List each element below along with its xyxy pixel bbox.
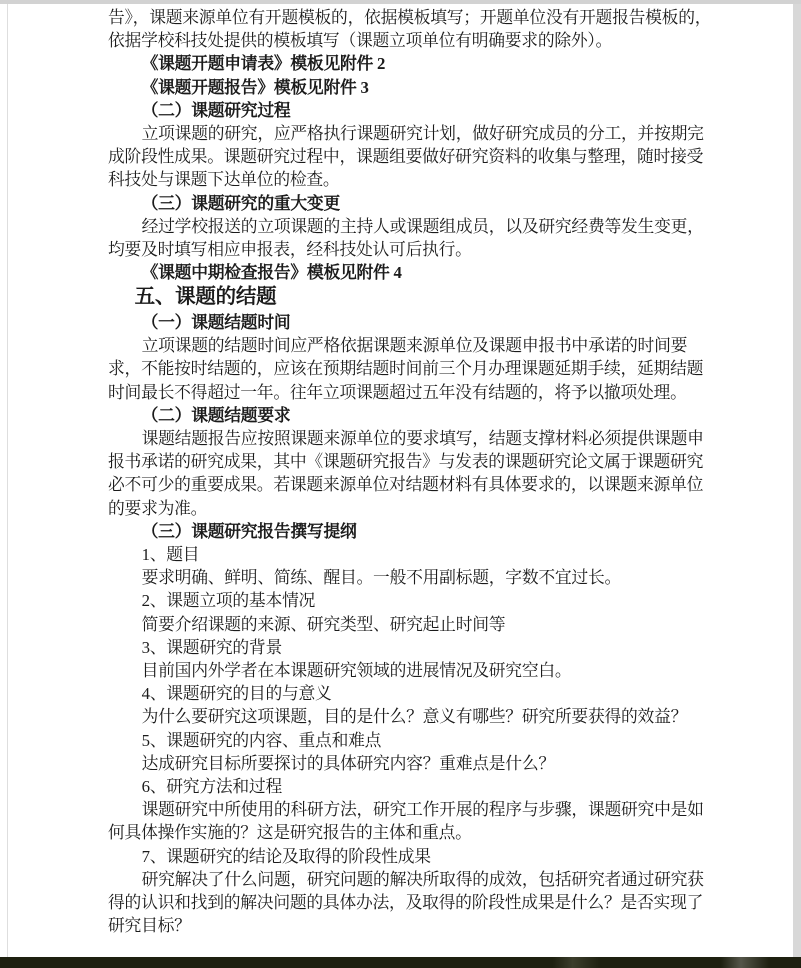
- text-line: 达成研究目标所要探讨的具体研究内容？重难点是什么？: [141, 753, 555, 773]
- photo-edge-top: [0, 0, 801, 4]
- text-line: 的要求为准。: [108, 498, 208, 518]
- text-line: （二）课题结题要求: [141, 405, 291, 425]
- text-line: 告》，课题来源单位有开题模板的，依据模板填写；开题单位没有开题报告模板的，: [108, 8, 712, 27]
- text-line: 1、题目: [141, 544, 200, 564]
- text-line: 科技处与课题下达单位的检查。: [108, 170, 340, 190]
- text-line: 必不可少的重要成果。若课题来源单位对结题材料有具体要求的，以课题来源单位: [108, 475, 704, 495]
- text-line: （二）课题研究过程: [141, 100, 291, 120]
- text-line: 均要及时填写相应申报表，经科技处认可后执行。: [108, 240, 472, 260]
- text-line: 《课题开题申请表》模板见附件 2: [141, 54, 386, 74]
- text-line: （一）课题结题时间: [141, 312, 291, 332]
- text-line: 研究目标？: [108, 916, 191, 936]
- text-line: （三）课题研究的重大变更: [141, 193, 340, 213]
- text-line: 《课题中期检查报告》模板见附件 4: [141, 263, 402, 283]
- text-line: 经过学校报送的立项课题的主持人或课题组成员，以及研究经费等发生变更，: [141, 216, 704, 236]
- document-text: [108, 6, 733, 937]
- photo-edge-right: [793, 4, 801, 958]
- text-line: 成阶段性成果。课题研究过程中，课题组要做好研究资料的收集与整理，随时接受: [108, 147, 704, 167]
- text-line: 研究解决了什么问题，研究问题的解决所取得的成效，包括研究者通过研究获: [141, 869, 704, 889]
- text-line: 时间最长不得超过一年。往年立项课题超过五年没有结题的，将予以撤项处理。: [108, 382, 687, 402]
- text-line: 3、课题研究的背景: [141, 637, 282, 657]
- text-line: 要求明确、鲜明、简练、醒目。一般不用副标题，字数不宜过长。: [141, 568, 622, 588]
- text-line: 课题结题报告应按照课题来源单位的要求填写，结题支撑材料必须提供课题申: [141, 428, 704, 448]
- text-line: 求，不能按时结题的，应该在预期结题时间前三个月办理课题延期手续，延期结题: [108, 359, 704, 379]
- text-line: 《课题开题报告》模板见附件 3: [141, 77, 369, 97]
- text-line: 得的认识和找到的解决问题的具体办法，及取得的阶段性成果是什么？是否实现了: [108, 893, 704, 913]
- text-line: 2、课题立项的基本情况: [141, 591, 316, 611]
- text-line: 报书承诺的研究成果，其中《课题研究报告》与发表的课题研究论文属于课题研究: [108, 452, 704, 472]
- text-line: 依据学校科技处提供的模板填写（课题立项单位有明确要求的除外）。: [108, 31, 613, 51]
- text-line: 何具体操作实施的？这是研究报告的主体和重点。: [108, 823, 472, 843]
- text-line: 立项课题的结题时间应严格依据课题来源单位及课题申报书中承诺的时间要: [141, 336, 688, 356]
- text-line: 6、研究方法和过程: [141, 777, 282, 796]
- photo-edge-bottom: [0, 957, 801, 968]
- text-line: 为什么要研究这项课题，目的是什么？意义有哪些？研究所要获得的效益？: [141, 707, 688, 727]
- text-line: 目前国内外学者在本课题研究领域的进展情况及研究空白。: [141, 660, 572, 680]
- text-line: 5、课题研究的内容、重点和难点: [141, 730, 382, 750]
- text-line: （三）课题研究报告撰写提纲: [141, 521, 357, 541]
- text-line: 4、课题研究的目的与意义: [141, 684, 332, 704]
- text-line: 五、课题的结题: [134, 286, 277, 309]
- photo-edge-left: [7, 4, 8, 958]
- text-line: 课题研究中所使用的科研方法，研究工作开展的程序与步骤，课题研究中是如: [141, 800, 704, 820]
- text-line: 7、课题研究的结论及取得的阶段性成果: [141, 846, 431, 866]
- text-line: 简要介绍课题的来源、研究类型、研究起止时间等: [141, 614, 506, 634]
- text-line: 立项课题的研究，应严格执行课题研究计划，做好研究成员的分工，并按期完: [141, 124, 704, 144]
